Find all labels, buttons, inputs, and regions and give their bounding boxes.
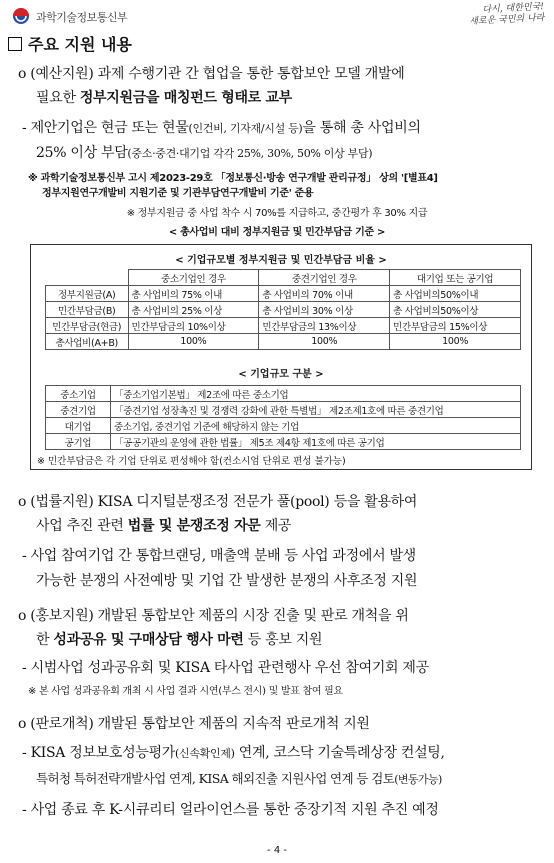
table-header-cell: 대기업 또는 공기업 [390, 270, 521, 286]
table-header-cell [46, 270, 129, 286]
budget-dash-1-a: - 제안기업은 현금 또는 현물 [22, 120, 189, 136]
table2-note: ※ 민간부담금은 각 기업 단위로 편성해야 함(컨소시엄 단위로 편성 불가능) [37, 456, 346, 467]
slogan-line-2: 새로운 국민의 나라 [468, 13, 545, 27]
table-cell: 중소기업 [46, 386, 111, 402]
table-caption-text: < 총사업비 대비 정부지원금 및 민간부담금 기준 > [168, 227, 386, 238]
legal-line-1: o (법률지원) KISA 디지털분쟁조정 전문가 풀(pool) 등을 활용하여 [18, 494, 418, 510]
table-cell: 민간부담금의 13%이상 [259, 318, 390, 334]
budget-line-1-text: (예산지원) 과제 수행기관 간 협업을 통한 통합보안 모델 개발에 [30, 66, 405, 82]
checkbox-square-icon [8, 37, 22, 51]
table-cell: 「중소기업기본법」 제2조에 따른 중소기업 [111, 386, 521, 402]
budget-line-1 [18, 66, 404, 82]
sales-dash-1 [22, 745, 445, 762]
table-row [46, 286, 521, 302]
table-cell: 총 사업비의 75% 이내 [128, 286, 259, 302]
size-table [45, 385, 521, 450]
table-header-cell: 중견기업인 경우 [259, 270, 390, 286]
ratio-table-box [30, 244, 532, 470]
table-cell: 총사업비(A+B) [46, 334, 129, 350]
budget-note-1 [28, 172, 438, 185]
table-cell: 총 사업비의 25% 이상 [128, 302, 259, 318]
budget-dash-1 [22, 120, 421, 137]
legal-dash-2: 가능한 분쟁의 사전예방 및 기업 간 발생한 분쟁의 사후조정 지원 [36, 573, 418, 589]
table-cell: 100% [259, 334, 390, 350]
table-cell: 공기업 [46, 434, 111, 450]
budget-dash-1-b: 을 통해 총 사업비의 [302, 120, 421, 136]
table-cell: 100% [128, 334, 259, 350]
table-cell: 총 사업비의 30% 이상 [259, 302, 390, 318]
budget-dash-2-small: (중소·중견·대기업 각각 25%, 30%, 50% 이상 부담) [127, 147, 373, 160]
sales-dash-2-a: 특허청 특허전략개발사업 연계, KISA 해외진출 지원사업 연계 등 검토 [36, 771, 395, 786]
legal-line-2-pre: 사업 추진 관련 [36, 518, 128, 534]
sales-line-1: o (판로개척) 개발된 통합보안 제품의 지속적 판로개척 지원 [18, 716, 370, 732]
table-cell: 민간부담금의 15%이상 [390, 318, 521, 334]
sales-dash-2-small: (변동가능) [394, 773, 442, 786]
table-cell: 100% [390, 334, 521, 350]
table-cell: 민간부담금(B) [46, 302, 129, 318]
table2-title: < 기업규모 구분 > [238, 369, 324, 380]
table-header-cell: 중소기업인 경우 [128, 270, 259, 286]
promo-dash-1: - 시범사업 성과공유회 및 KISA 타사업 관련행사 우선 참여기회 제공 [22, 660, 429, 676]
legal-dash-1: - 사업 참여기업 간 통합브랜딩, 매출액 분배 등 사업 과정에서 발생 [22, 548, 416, 564]
table-row [46, 386, 521, 402]
budget-line-2 [36, 90, 292, 106]
table-cell: 「중견기업 성장촉진 및 경쟁력 강화에 관한 특별법」 제2조제1호에 따른 중견기업 [111, 402, 521, 418]
table-cell: 민간부담금(현금) [46, 318, 129, 334]
table-row [46, 434, 521, 450]
table-cell: 총 사업비의50%이상 [390, 302, 521, 318]
sales-dash-3: - 사업 종료 후 K-시큐리티 얼라이언스를 통한 중장기적 지원 추진 예정 [22, 802, 439, 818]
slogan-line-1: 다시, 대한민국! [481, 2, 544, 16]
sales-dash-2 [36, 771, 442, 788]
table-cell: 중견기업 [46, 402, 111, 418]
table-header-row [46, 270, 521, 286]
table-cell: 중소기업, 중견기업 기준에 해당하지 않는 기업 [111, 418, 521, 434]
page-number: - 4 - [267, 845, 287, 856]
budget-dash-1-small: (인건비, 기자재/시설 등) [188, 122, 303, 135]
table-caption [0, 226, 554, 239]
budget-note-3: ※ 정부지원금 중 사업 착수 시 70%를 지급하고, 중간평가 후 30% 지급 [126, 208, 428, 219]
budget-line-2-bold: 정부지원금을 매칭펀드 형태로 교부 [79, 90, 292, 106]
budget-line-2-pre: 필요한 [36, 90, 80, 106]
bullet: o [18, 66, 27, 82]
table-cell: 정부지원금(A) [46, 286, 129, 302]
table-cell: 「공공기관의 운영에 관한 법률」 제5조 제4항 제1호에 따른 공기업 [111, 434, 521, 450]
table-cell: 대기업 [46, 418, 111, 434]
table-row [46, 302, 521, 318]
page-header [10, 2, 545, 27]
table-cell: 총 사업비의50%이내 [390, 286, 521, 302]
promo-line-2-bold: 성과공유 및 구매상담 행사 마련 [53, 632, 244, 648]
table-cell: 총 사업비의 70% 이내 [259, 286, 390, 302]
sales-dash-1-b: 연계, 코스닥 기술특례상장 컨설팅, [234, 745, 445, 761]
sales-dash-1-small: (신속확인제) [175, 747, 235, 760]
table-row [46, 334, 521, 350]
sales-dash-1-a: - KISA 정보보호성능평가 [22, 745, 176, 761]
budget-note-1-text: ※ 과학기술정보통신부 고시 제2023-29호 「정보통신·방송 연구개발 관리규정」 상의 '[별표4] [28, 173, 438, 184]
table-row [46, 402, 521, 418]
legal-line-2-post: 제공 [260, 518, 292, 534]
ministry-logo-icon [10, 6, 32, 26]
table-cell: 민간부담금의 10%이상 [128, 318, 259, 334]
promo-line-2-pre: 한 [36, 632, 54, 648]
table-row [46, 418, 521, 434]
promo-line-2-post: 등 홍보 지원 [243, 632, 323, 648]
budget-note-2-text: 정부지원연구개발비 지원기준 및 기관부담연구개발비 기준' 준용 [42, 188, 314, 199]
promo-line-2 [36, 632, 322, 648]
promo-note: ※ 본 사업 성과공유회 개최 시 사업 결과 시연(부스 전시) 및 발표 참여 필요 [28, 686, 343, 697]
section-title-text: 주요 지원 내용 [28, 35, 132, 54]
slogan [468, 2, 544, 28]
table1-title: < 기업규모별 정부지원금 및 민간부담금 비율 > [175, 255, 387, 266]
budget-note-2 [42, 187, 313, 200]
budget-dash-2-a: 25% 이상 부담 [36, 145, 128, 161]
section-title [8, 32, 132, 55]
table-row [46, 318, 521, 334]
promo-line-1: o (홍보지원) 개발된 통합보안 제품의 시장 진출 및 판로 개척을 위 [18, 608, 409, 624]
ratio-table [45, 269, 521, 350]
legal-line-2 [36, 518, 291, 534]
legal-line-2-bold: 법률 및 분쟁조정 자문 [127, 518, 261, 534]
ministry-name: 과학기술정보통신부 [36, 11, 128, 24]
budget-dash-2 [36, 145, 372, 162]
